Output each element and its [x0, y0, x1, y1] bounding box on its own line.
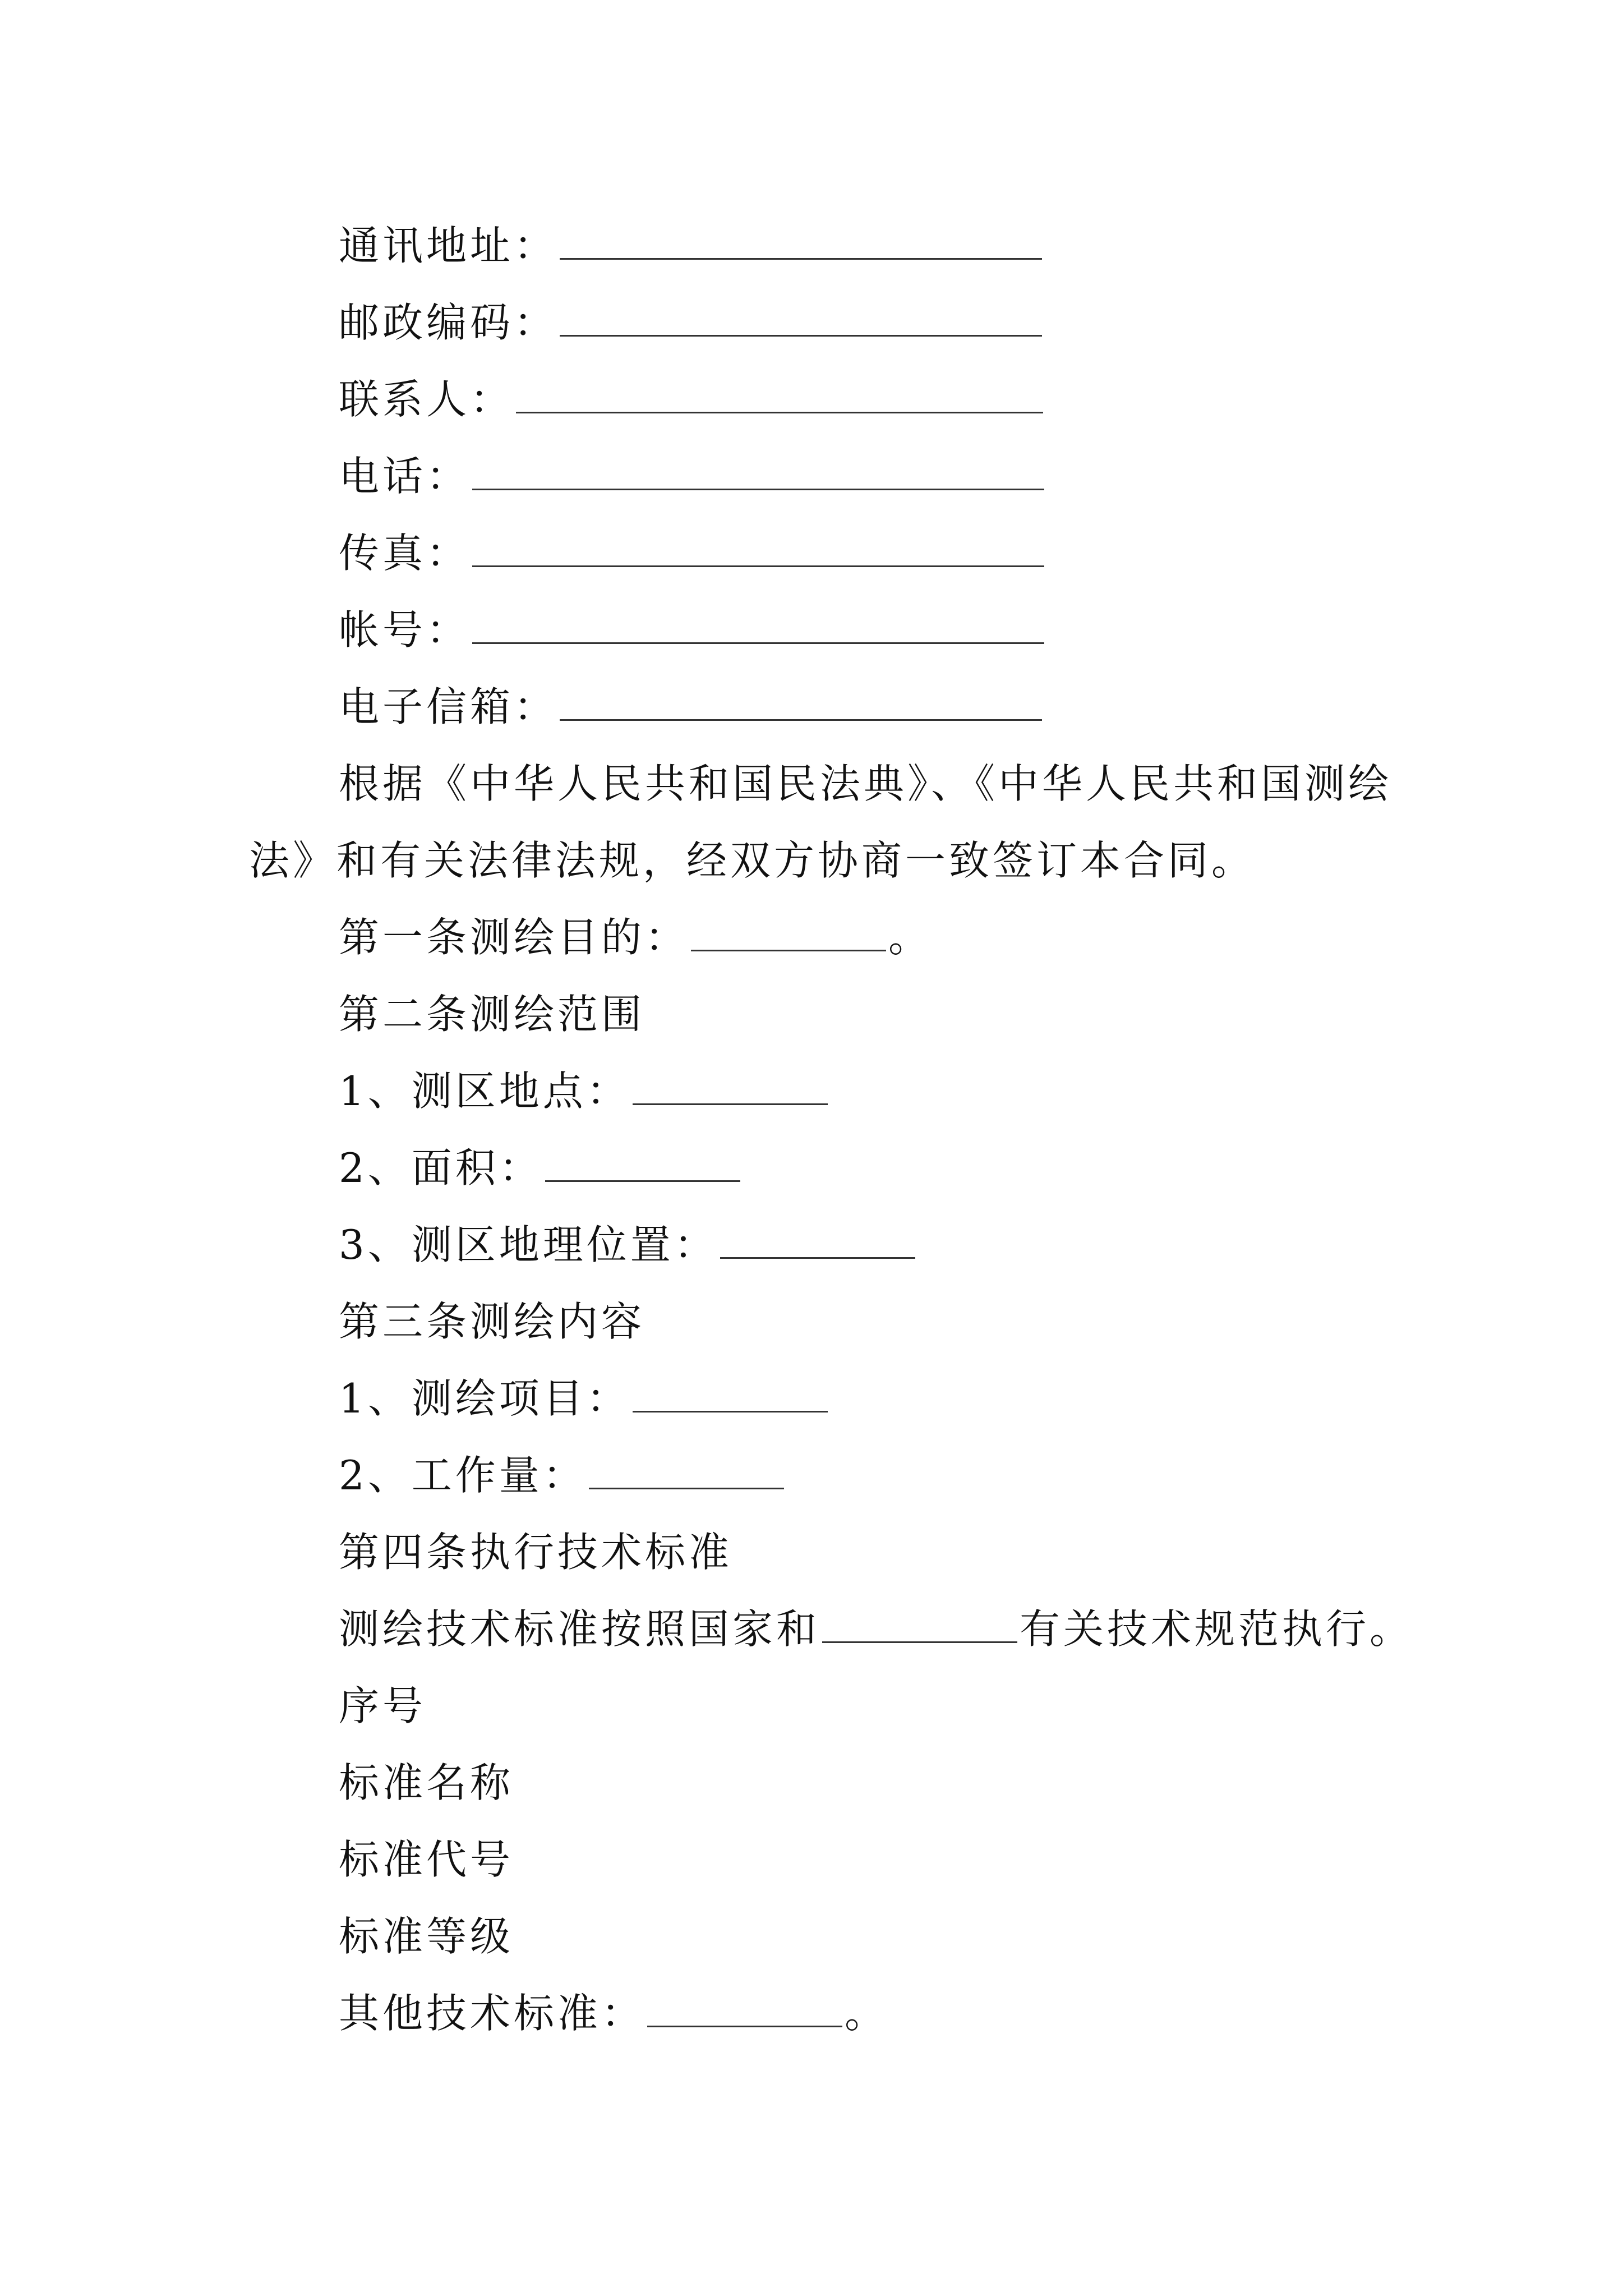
other-standard-field[interactable] [647, 1992, 842, 2027]
column-level-label: 标准等级 [339, 1913, 514, 1960]
fax-label: 传真： [339, 530, 471, 577]
article4-text-after: 有关技术规范执行。 [1020, 1605, 1414, 1653]
account-label: 帐号： [339, 606, 471, 654]
postcode-label: 邮政编码： [339, 299, 558, 346]
article1-field[interactable] [691, 916, 886, 951]
article3-item2-label: 2、工作量： [339, 1452, 587, 1499]
intro-line-2: 法》和有关法律法规，经双方协商一致签订本合同。 [249, 837, 1256, 884]
article1-label: 第一条测绘目的： [339, 914, 689, 961]
article2-title: 第二条测绘范围 [339, 991, 645, 1038]
standard-authority-field[interactable] [822, 1608, 1017, 1643]
article2-item2-label: 2、面积： [339, 1144, 543, 1191]
phone-line [339, 449, 1046, 503]
email-line [339, 680, 1044, 734]
contact-person-label: 联系人： [339, 376, 514, 423]
article3-item2 [339, 1448, 786, 1502]
article2-item3-label: 3、测区地理位置： [339, 1221, 718, 1268]
article2-item1-label: 1、测区地点： [339, 1068, 630, 1115]
article4-text [339, 1602, 1413, 1656]
area-field[interactable] [545, 1147, 740, 1182]
survey-project-field[interactable] [633, 1377, 828, 1412]
phone-field[interactable] [472, 455, 1044, 490]
email-label: 电子信箱： [339, 683, 558, 730]
column-index-label: 序号 [339, 1682, 427, 1729]
email-field[interactable] [560, 685, 1042, 721]
column-name-label: 标准名称 [339, 1759, 514, 1806]
contact-person-field[interactable] [516, 378, 1043, 413]
article1-line [339, 910, 932, 964]
address-line [339, 219, 1044, 273]
other-standard-line [339, 1986, 888, 2040]
intro-line-1: 根据《中华人民共和国民法典》、《中华人民共和国测绘 [339, 760, 1393, 807]
fax-line [339, 526, 1046, 580]
postcode-field[interactable] [560, 301, 1042, 337]
article3-title: 第三条测绘内容 [339, 1298, 645, 1345]
other-standard-label: 其他技术标准： [339, 1990, 645, 2037]
other-standard-suffix: 。 [845, 1990, 889, 2037]
article3-item1-label: 1、测绘项目： [339, 1375, 630, 1422]
account-field[interactable] [472, 609, 1044, 644]
article2-item2 [339, 1141, 743, 1195]
article3-item1 [339, 1372, 830, 1425]
article4-title: 第四条执行技术标准 [339, 1529, 733, 1576]
article1-suffix: 。 [888, 914, 933, 961]
address-label: 通讯地址： [339, 222, 558, 269]
phone-label: 电话： [339, 453, 471, 500]
workload-field[interactable] [589, 1454, 784, 1489]
account-line [339, 603, 1046, 657]
contact-person-line [339, 372, 1045, 426]
article2-item1 [339, 1064, 830, 1118]
postcode-line [339, 296, 1044, 349]
geo-position-field[interactable] [720, 1223, 915, 1259]
survey-location-field[interactable] [633, 1070, 828, 1105]
fax-field[interactable] [472, 532, 1044, 567]
column-code-label: 标准代号 [339, 1836, 514, 1883]
article2-item3 [339, 1218, 917, 1272]
article4-text-before: 测绘技术标准按照国家和 [339, 1605, 820, 1653]
address-field[interactable] [560, 224, 1042, 260]
